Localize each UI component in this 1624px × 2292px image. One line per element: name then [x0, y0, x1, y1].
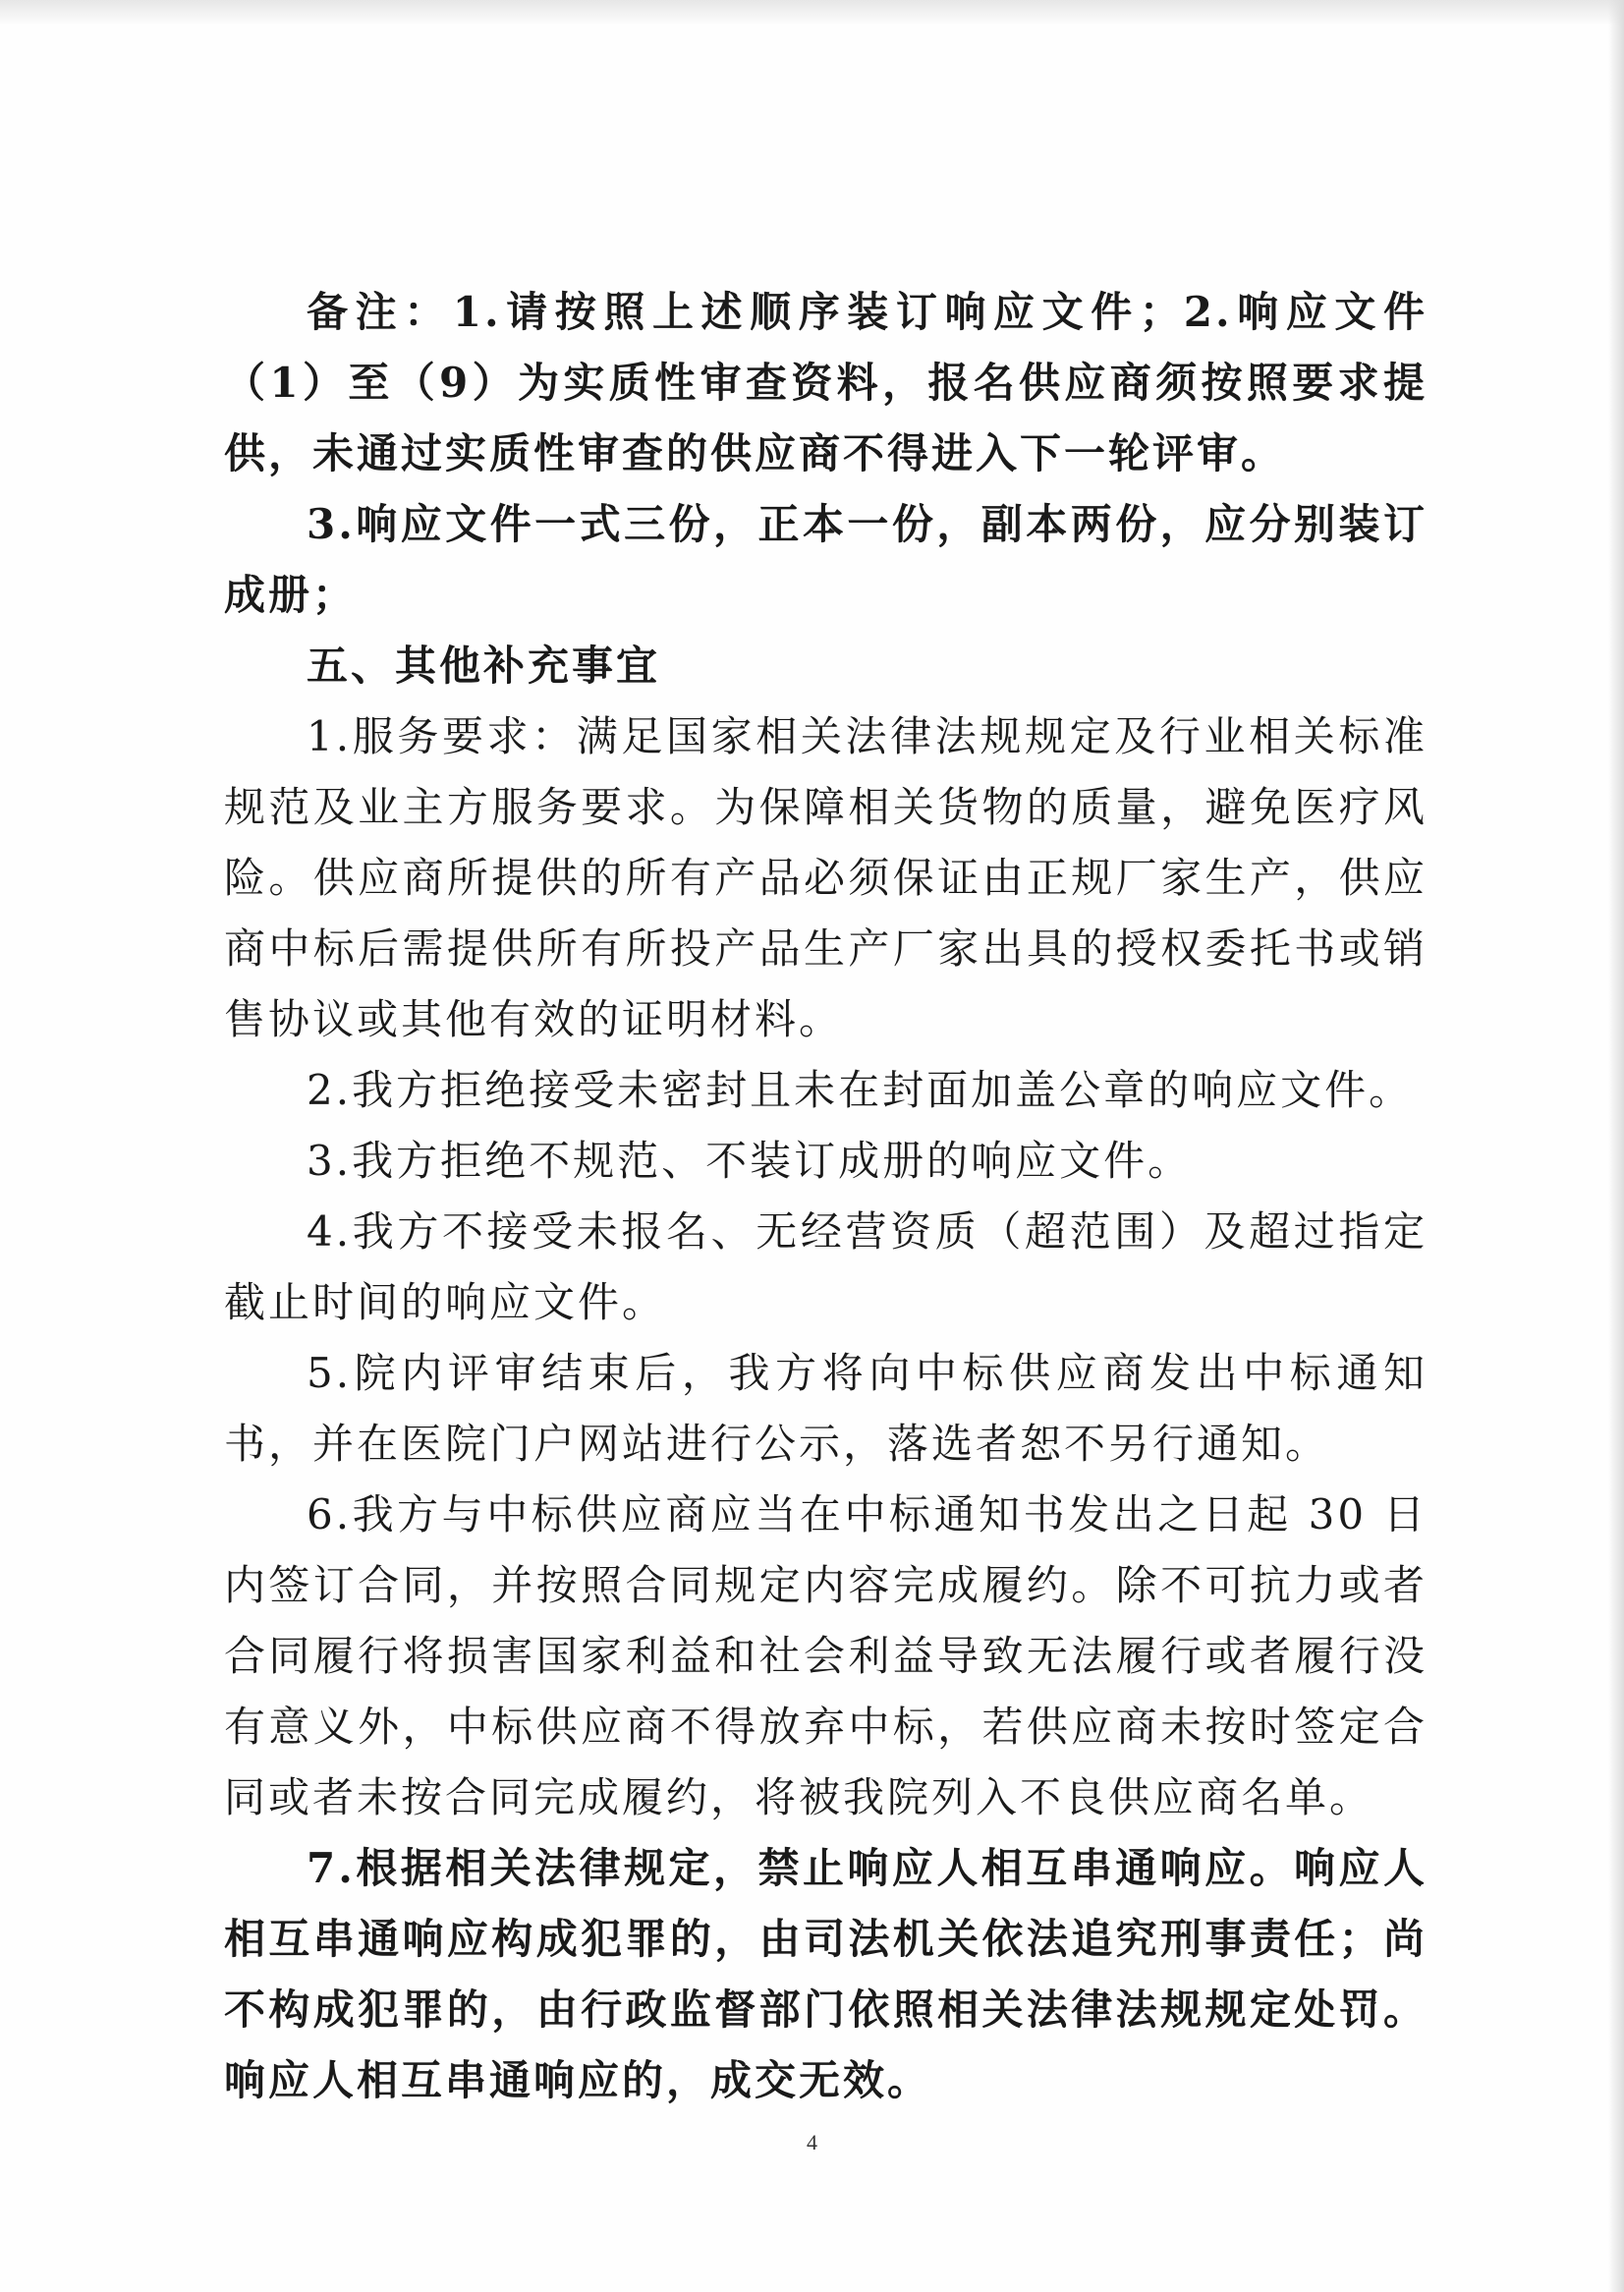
scan-shadow-edge: [1608, 0, 1624, 2292]
item-3-paragraph: 3.我方拒绝不规范、不装订成册的响应文件。: [307, 1137, 1193, 1185]
item-2-paragraph: 2.我方拒绝接受未密封且未在封面加盖公章的响应文件。: [307, 1066, 1414, 1114]
document-body: [224, 277, 1428, 2116]
section-heading: 五、其他补充事宜: [307, 642, 661, 690]
item-5-paragraph: 5.院内评审结束后，我方将向中标供应商发出中标通知书，并在医院门户网站进行公示，落选者恕不另行通知。: [224, 1349, 1428, 1468]
item-4-paragraph: 4.我方不接受未报名、无经营资质（超范围）及超过指定截止时间的响应文件。: [224, 1207, 1428, 1326]
page-number: 4: [807, 2130, 817, 2154]
item-6-paragraph: 6.我方与中标供应商应当在中标通知书发出之日起 30 日内签订合同，并按照合同规定内容完成履约。除不可抗力或者合同履行将损害国家利益和社会利益导致无法履行或者履行没有意义外，中标供应商不得放弃中标，若供应商未按时签定合同或者未按合同完成履约，将被我院列入不良供应商名单。: [224, 1490, 1428, 1821]
item-1-paragraph: 1.服务要求：满足国家相关法律法规规定及行业相关标准规范及业主方服务要求。为保障相关货物的质量，避免医疗风险。供应商所提供的所有产品必须保证由正规厂家生产，供应商中标后需提供所有所投产品生产厂家出具的授权委托书或销售协议或其他有效的证明材料。: [224, 712, 1428, 1043]
scan-shadow-top: [0, 0, 1624, 26]
copies-paragraph: 3.响应文件一式三份，正本一份，副本两份，应分别装订成册；: [224, 500, 1428, 619]
note-paragraph: 备注：1.请按照上述顺序装订响应文件；2.响应文件（1）至（9）为实质性审查资料，报名供应商须按照要求提供，未通过实质性审查的供应商不得进入下一轮评审。: [224, 288, 1428, 477]
item-7-paragraph: 7.根据相关法律规定，禁止响应人相互串通响应。响应人相互串通响应构成犯罪的，由司法机关依法追究刑事责任；尚不构成犯罪的，由行政监督部门依照相关法律法规规定处罚。响应人相互串通响应的，成交无效。: [224, 1844, 1428, 2104]
